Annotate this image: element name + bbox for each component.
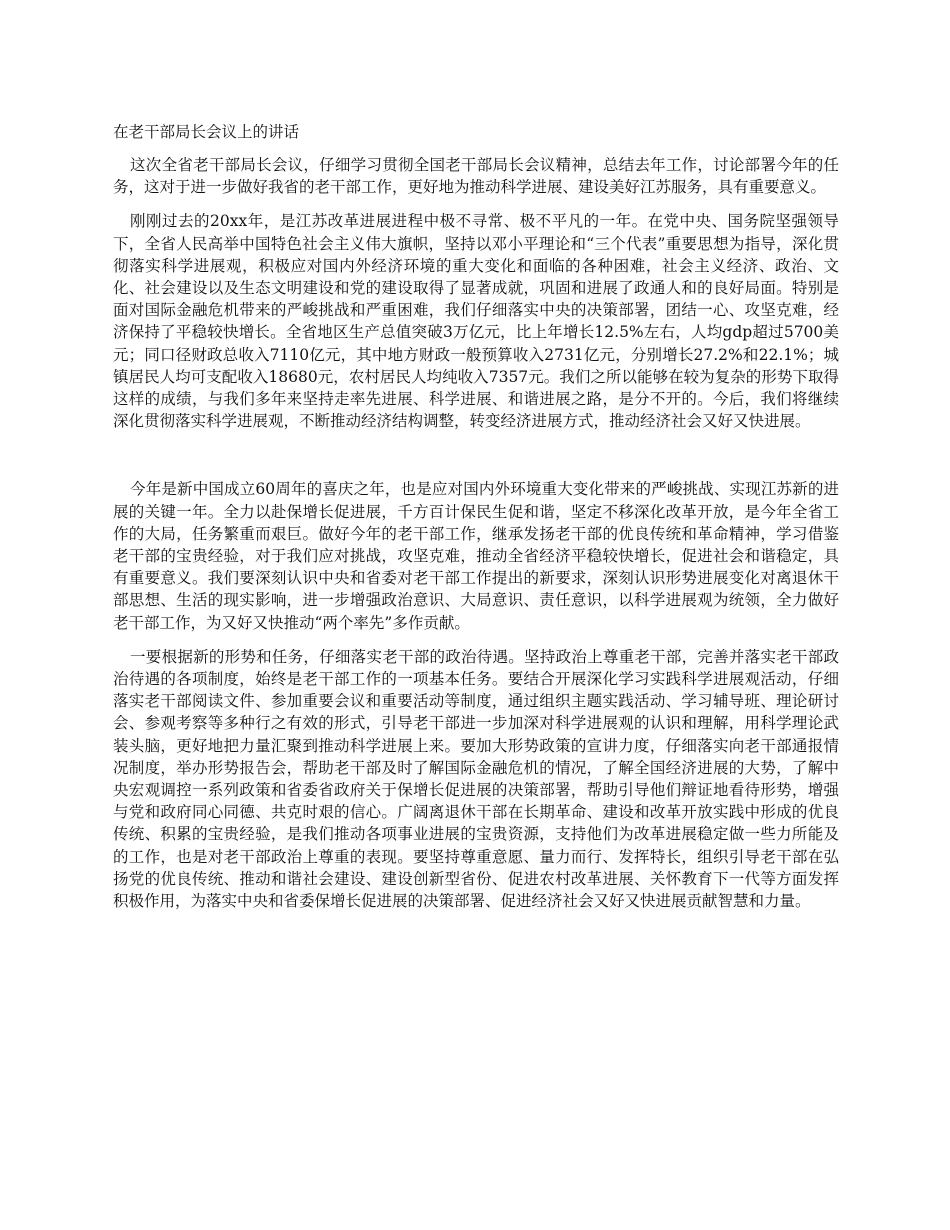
paragraph-intro: 这次全省老干部局长会议，仔细学习贯彻全国老干部局长会议精神，总结去年工作，讨论部署今年的任务，这对于进一步做好我省的老干部工作，更好地为推动科学进展、建设美好江苏服务，具有重要意义。: [113, 156, 839, 197]
document-page: [113, 120, 839, 924]
paragraph-political-treatment: 一要根据新的形势和任务，仔细落实老干部的政治待遇。坚持政治上尊重老干部，完善并落实老干部政治待遇的各项制度，始终是老干部工作的一项基本任务。要结合开展深化学习实践科学进展观活动，仔细落实老干部阅读文件、参加重要会议和重要活动等制度，通过组织主题实践活动、学习辅导班、理论研讨会、参观考察等多种行之有效的形式，引导老干部进一步加深对科学进展观的认识和理解，用科学理论武装头脑，更好地把力量汇聚到推动科学进展上来。要加大形势政策的宣讲力度，仔细落实向老干部通报情况制度，举办形势报告会，帮助老干部及时了解国际金融危机的情况，了解全国经济进展的大势，了解中央宏观调控一系列政策和省委省政府关于保增长促进展的决策部署，帮助引导他们辩证地看待形势，增强与党和政府同心同德、共克时艰的信心。广阔离退休干部在长期革命、建设和改革开放实践中形成的优良传统、积累的宝贵经验，是我们推动各项事业进展的宝贵资源，支持他们为改革进展稳定做一些力所能及的工作，也是对老干部政治上尊重的表现。要坚持尊重意愿、量力而行、发挥特长，组织引导老干部在弘扬党的优良传统、推动和谐社会建设、建设创新型省份、促进农村改革进展、关怀教育下一代等方面发挥积极作用，为落实中央和省委保增长促进展的决策部署、促进经济社会又好又快进展贡献智慧和力量。: [113, 647, 839, 911]
paragraph-this-year: 今年是新中国成立60周年的喜庆之年，也是应对国内外环境重大变化带来的严峻挑战、实现江苏新的进展的关键一年。全力以赴保增长促进展，千方百计保民生促和谐，坚定不移深化改革开放，是今年全省工作的大局，任务繁重而艰巨。做好今年的老干部工作，继承发扬老干部的优良传统和革命精神，学习借鉴老干部的宝贵经验，对于我们应对挑战，攻坚克难，推动全省经济平稳较快增长，促进社会和谐稳定，具有重要意义。我们要深刻认识中央和省委对老干部工作提出的新要求，深刻认识形势进展变化对离退休干部思想、生活的现实影响，进一步增强政治意识、大局意识、责任意识，以科学进展观为统领，全力做好老干部工作，为又好又快推动“两个率先”多作贡献。: [113, 480, 839, 632]
paragraph-spacer: [113, 444, 839, 478]
document-title: 在老干部局长会议上的讲话: [113, 123, 300, 141]
paragraph-review: 刚刚过去的20xx年，是江苏改革进展进程中极不寻常、极不平凡的一年。在党中央、国务院坚强领导下，全省人民高举中国特色社会主义伟大旗帜，坚持以邓小平理论和“三个代表”重要思想为指导，深化贯彻落实科学进展观，积极应对国内外经济环境的重大变化和面临的各种困难，社会主义经济、政治、文化、社会建设以及生态文明建设和党的建设取得了显著成就，巩固和进展了政通人和的良好局面。特别是面对国际金融危机带来的严峻挑战和严重困难，我们仔细落实中央的决策部署，团结一心、攻坚克难，经济保持了平稳较快增长。全省地区生产总值突破3万亿元，比上年增长12.5%左右，人均gdp超过5700美元；同口径财政总收入7110亿元，其中地方财政一般预算收入2731亿元，分别增长27.2%和22.1%；城镇居民人均可支配收入18680元，农村居民人均纯收入7357元。我们之所以能够在较为复杂的形势下取得这样的成绩，与我们多年来坚持走率先进展、科学进展、和谐进展之路，是分不开的。今后，我们将继续深化贯彻落实科学进展观，不断推动经济结构调整，转变经济进展方式，推动经济社会又好又快进展。: [113, 212, 839, 431]
